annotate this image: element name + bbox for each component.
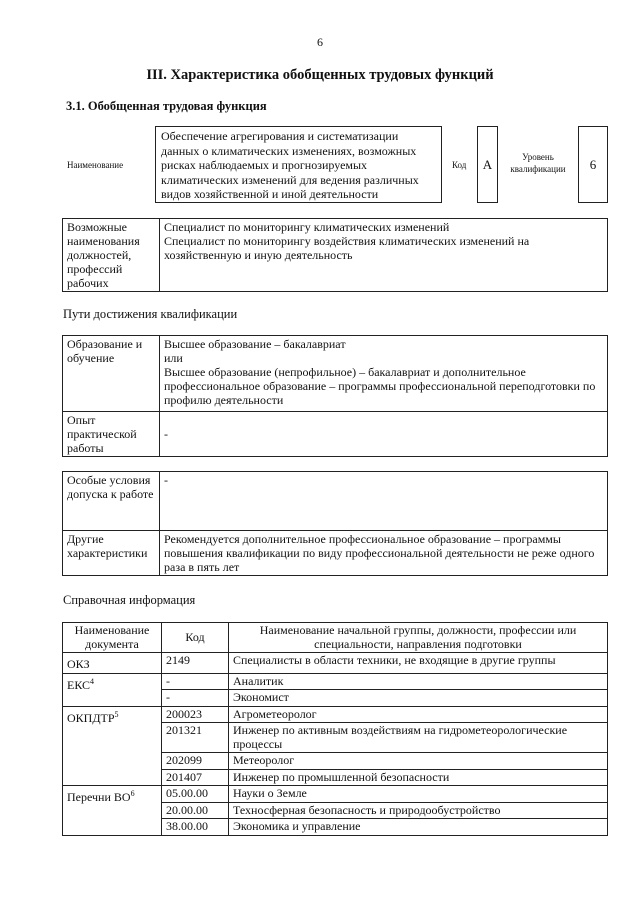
other-value: Рекомендуется дополнительное профессиональное образование – программы повышения квалификации по виду профессиональной деятельности не реже одного раза в пять лет [160, 531, 608, 576]
level-label: Уровень квалификации [510, 152, 566, 174]
row-name: Аналитик [229, 673, 608, 690]
row-doc: ЕКС$^4$ [63, 673, 162, 706]
row-doc: ОКЗ [63, 653, 162, 674]
code-box [477, 126, 498, 203]
row-doc: ОКПДТР$^5$ [63, 706, 162, 786]
row-name: Инженер по промышленной безопасности [229, 769, 608, 786]
positions-row [63, 219, 608, 292]
education-row [63, 336, 608, 412]
row-name: Метеоролог [229, 753, 608, 770]
row-code: 202099 [162, 753, 229, 770]
position-item: Специалист по мониторингу климатических изменений [164, 220, 450, 234]
experience-label: Опыт практической работы [63, 412, 160, 457]
code-label: Код [452, 160, 467, 170]
row-code: 200023 [162, 706, 229, 723]
header-code: Код [162, 623, 229, 653]
education-values [160, 336, 608, 412]
table-row [63, 653, 608, 674]
row-name: Экономика и управление [229, 819, 608, 836]
page-number: 6 [317, 35, 323, 49]
other-row [63, 531, 608, 576]
table-row [63, 673, 608, 690]
education-label: Образование и обучение [63, 336, 160, 412]
position-item: Специалист по мониторингу воздействия климатических изменений на хозяйственную и иную деятельность [164, 234, 530, 262]
row-name: Техносферная безопасность и природообустройство [229, 802, 608, 819]
education-table [62, 335, 608, 457]
reference-table [62, 622, 608, 836]
table-row [63, 786, 608, 803]
conditions-row [63, 472, 608, 531]
paths-title: Пути достижения квалификации [63, 307, 238, 321]
level-box [578, 126, 608, 203]
row-name: Агрометеоролог [229, 706, 608, 723]
row-name: Специалисты в области техники, не входящие в другие группы [229, 653, 608, 674]
name-label: Наименование [67, 160, 124, 170]
conditions-label: Особые условия допуска к работе [63, 472, 160, 531]
row-code: 20.00.00 [162, 802, 229, 819]
code-value: A [482, 156, 493, 172]
other-label: Другие характеристики [63, 531, 160, 576]
row-code: - [162, 673, 229, 690]
header-name: Наименование начальной группы, должности, профессии или специальности, направления подготовки [229, 623, 608, 653]
positions-label: Возможные наименования должностей, профессий рабочих [63, 219, 160, 292]
function-name-value: Обеспечение агрегирования и систематизации данных о климатических изменениях, возможных рисках наблюдаемых и прогнозируемых климатических изменений для ведения различных видов хозяйственной и иной деятельности [161, 129, 419, 201]
row-code: - [162, 690, 229, 707]
row-code: 38.00.00 [162, 819, 229, 836]
subsection-title: 3.1. Обобщенная трудовая функция [66, 99, 267, 113]
experience-row [63, 412, 608, 457]
row-code: 2149 [162, 653, 229, 674]
row-code: 05.00.00 [162, 786, 229, 803]
row-name: Науки о Земле [229, 786, 608, 803]
education-line: Высшее образование (непрофильное) – бакалавриат и дополнительное профессиональное образование – программы профессиональной переподготовки по профилю деятельности [164, 365, 596, 407]
experience-value: - [160, 412, 608, 457]
positions-values [160, 219, 608, 292]
reference-title: Справочная информация [63, 593, 196, 607]
function-name-box [155, 126, 442, 203]
row-code: 201321 [162, 723, 229, 753]
conditions-table [62, 471, 608, 576]
positions-table [62, 218, 608, 292]
level-value: 6 [589, 156, 597, 172]
reference-header-row [63, 623, 608, 653]
education-line: Высшее образование – бакалавриат [164, 337, 346, 351]
row-name: Экономист [229, 690, 608, 707]
row-name: Инженер по активным воздействиям на гидрометеорологические процессы [229, 723, 608, 753]
table-row [63, 706, 608, 723]
conditions-value: - [160, 472, 608, 531]
row-code: 201407 [162, 769, 229, 786]
header-doc: Наименование документа [63, 623, 162, 653]
education-line: или [164, 351, 183, 365]
row-doc: Перечни $ВО^6$ [63, 786, 162, 836]
section-title: III. Характеристика обобщенных трудовых функций [146, 67, 494, 83]
